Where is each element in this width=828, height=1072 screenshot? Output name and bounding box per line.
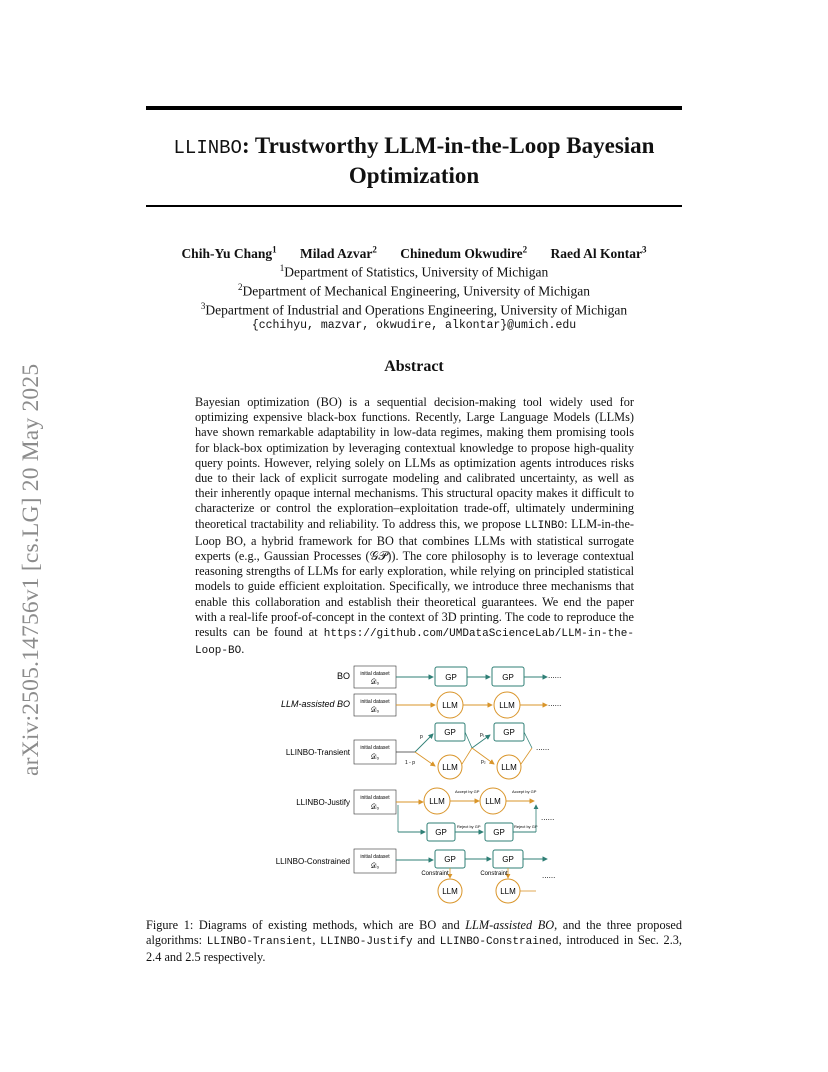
svg-text:......: ...... bbox=[536, 743, 550, 752]
svg-text:Accept by GP: Accept by GP bbox=[455, 789, 480, 794]
svg-text:initial dataset: initial dataset bbox=[360, 745, 390, 751]
svg-text:GP: GP bbox=[493, 828, 505, 837]
svg-text:GP: GP bbox=[435, 828, 447, 837]
paper-title bbox=[146, 132, 682, 189]
svg-text:𝒟₀: 𝒟₀ bbox=[370, 863, 380, 870]
svg-text:......: ...... bbox=[548, 671, 562, 680]
arxiv-stamp: arXiv:2505.14756v1 [cs.LG] 20 May 2025 bbox=[18, 363, 44, 776]
title-rule-top bbox=[146, 106, 682, 110]
dataset-symbol: 𝒟₀ bbox=[370, 679, 380, 686]
svg-text:LLM: LLM bbox=[442, 763, 458, 772]
title-line1: : Trustworthy LLM-in-the-Loop Bayesian bbox=[241, 133, 655, 158]
svg-text:LLM: LLM bbox=[499, 701, 515, 710]
svg-text:LLM: LLM bbox=[485, 797, 501, 806]
affiliation: $^3$Department of Industrial and Operations Engineering, University of Michigan bbox=[200, 301, 628, 318]
svg-text:Reject by GP: Reject by GP bbox=[514, 824, 538, 829]
row-label-llinbo-constrained: LLINBO-Constrained bbox=[275, 857, 350, 866]
title-mono: LLINBO bbox=[173, 137, 242, 159]
svg-text:p₁: p₁ bbox=[480, 732, 485, 738]
title-rule-bottom bbox=[146, 205, 682, 207]
dataset-label: initial dataset bbox=[360, 671, 390, 677]
code-link[interactable]: https://github.com/UMDataScienceLab/LLM-in-the-Loop-BO bbox=[195, 628, 634, 658]
svg-text:GP: GP bbox=[503, 728, 515, 737]
abstract-heading: Abstract bbox=[384, 358, 444, 375]
svg-text:......: ...... bbox=[542, 871, 556, 880]
author-names bbox=[146, 242, 682, 261]
author: Chinedum Okwudire$^2$ bbox=[400, 244, 528, 261]
svg-text:LLM: LLM bbox=[429, 797, 445, 806]
row-label-llinbo-transient: LLINBO-Transient bbox=[285, 748, 350, 757]
svg-text:GP: GP bbox=[444, 728, 456, 737]
svg-text:𝒟₀: 𝒟₀ bbox=[370, 754, 380, 761]
affiliation: $^2$Department of Mechanical Engineering, University of Michigan bbox=[237, 282, 590, 299]
svg-text:Constraint: Constraint bbox=[421, 871, 449, 877]
svg-text:GP: GP bbox=[444, 855, 456, 864]
svg-text:initial dataset: initial dataset bbox=[360, 795, 390, 801]
svg-text:Constraint: Constraint bbox=[480, 871, 508, 877]
svg-text:p: p bbox=[420, 734, 423, 740]
svg-text:𝒟₀: 𝒟₀ bbox=[370, 804, 380, 811]
author: Chih-Yu Chang$^1$ bbox=[181, 244, 277, 261]
author: Milad Azvar$^2$ bbox=[299, 244, 377, 261]
author: Raed Al Kontar$^3$ bbox=[550, 244, 647, 261]
svg-text:GP: GP bbox=[502, 855, 514, 864]
svg-text:LLM: LLM bbox=[442, 887, 458, 896]
method-diagram bbox=[250, 660, 570, 905]
svg-text:𝒟₀: 𝒟₀ bbox=[370, 707, 380, 714]
row-label-llinbo-justify: LLINBO-Justify bbox=[296, 798, 350, 807]
svg-text:LLM: LLM bbox=[500, 887, 516, 896]
svg-text:initial dataset: initial dataset bbox=[360, 854, 390, 860]
svg-text:p₂: p₂ bbox=[481, 759, 486, 765]
svg-text:1 - p: 1 - p bbox=[405, 760, 416, 766]
figure-caption: Figure 1: Diagrams of existing methods, which are BO and LLM-assisted BO, and the three proposed algorithms: LLINBO-Transient, LLINBO-Justify and LLINBO-Constrained, introduced in Sec. 2.3, 2.4 and 2.5 respectively. bbox=[146, 918, 683, 964]
svg-text:LLM: LLM bbox=[501, 763, 517, 772]
row-label-bo: BO bbox=[336, 671, 350, 681]
affiliation: $^1$Department of Statistics, University of Michigan bbox=[279, 263, 549, 280]
svg-text:Accept by GP: Accept by GP bbox=[512, 789, 537, 794]
svg-text:GP: GP bbox=[502, 673, 514, 682]
svg-text:initial dataset: initial dataset bbox=[360, 699, 390, 705]
row-label-llm-assisted-bo: LLM-assisted BO bbox=[280, 699, 350, 709]
svg-text:LLM: LLM bbox=[442, 701, 458, 710]
svg-text:Reject by GP: Reject by GP bbox=[457, 824, 481, 829]
svg-text:GP: GP bbox=[445, 673, 457, 682]
author-block bbox=[146, 242, 682, 334]
abstract-text: Bayesian optimization (BO) is a sequential decision-making tool widely used for optimizing expensive black-box functions. Recently, Large Language Models (LLMs) have shown remarkable adaptability in low-data regimes, making them promising tools for black-box optimization by leveraging contextual knowledge to propose high-quality query points. However, relying solely on LLMs as optimization agents introduces risks due to their lack of explicit surrogate modeling and calibrated uncertainty, as well as their inherently opaque internal mechanisms. This structural opacity makes it difficult to characterize or control the exploration–exploitation trade-off, ultimately undermining theoretical tractability and reliability. To address this, we propose LLINBO: LLM-in-the-Loop BO, a hybrid framework for BO that combines LLMs with statistical surrogate experts (e.g., Gaussian Processes (𝒢𝒫)). The core philosophy is to leverage contextual reasoning strengths of LLMs for early exploration, while relying on principled statistical models to guide efficient exploitation. Specifically, we introduce three mechanisms that enable this collaboration and establish their theoretical guarantees. We end the paper with a real-life proof-of-concept in the context of 3D printing. The code to reproduce the results can be found at https://github.com/UMDataScienceLab/LLM-in-the-Loop-BO. bbox=[195, 395, 634, 658]
svg-text:......: ...... bbox=[541, 813, 555, 822]
author-email: {cchihyu, mazvar, okwudire, alkontar}@umich.edu bbox=[251, 319, 577, 332]
title-line2: Optimization bbox=[348, 163, 480, 188]
svg-text:......: ...... bbox=[548, 699, 562, 708]
